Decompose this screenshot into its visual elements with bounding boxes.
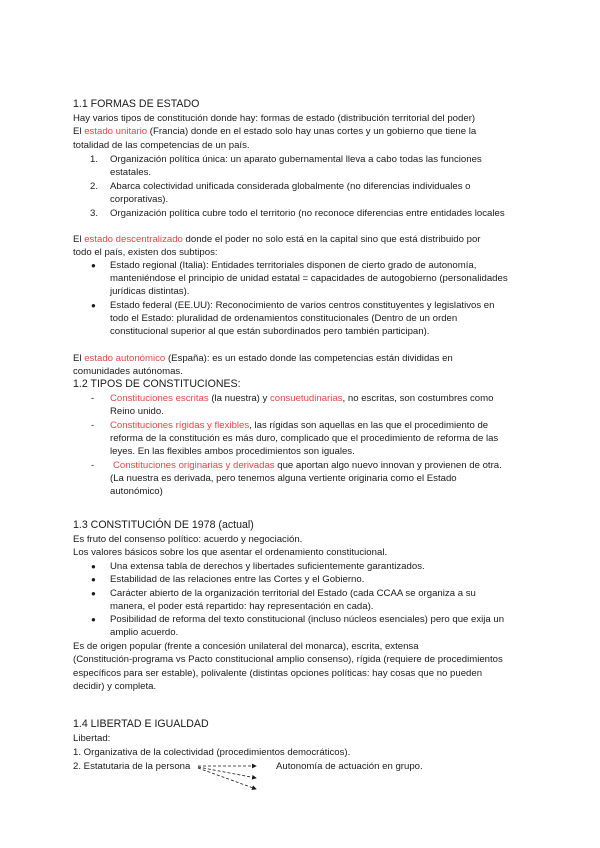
paragraph-descentralizado: El estado descentralizado donde el poder no solo está en la capital sino que está distribuido por (73, 234, 481, 245)
paragraph: decidir) y completa. (73, 681, 157, 692)
bullet-icon: ● (91, 562, 96, 571)
list-number: 1. (90, 154, 99, 165)
paragraph: Hay varios tipos de constitución donde hay: formas de estado (distribución territorial del poder) (73, 113, 476, 124)
term-estado-autonomico: estado autonómico (84, 353, 166, 364)
paragraph: Los valores básicos sobre los que asentar el ordenamiento constitucional. (73, 547, 388, 558)
list-item: jurídicas distintas). (110, 286, 190, 297)
paragraph: totalidad de las competencias de un país. (73, 140, 250, 151)
list-item: constitucional superior al que están subordinados pero también participan). (110, 326, 430, 337)
paragraph: Es fruto del consenso político: acuerdo y negociación. (73, 534, 303, 545)
list-item: autonómico) (110, 486, 163, 497)
list-item: (La nuestra es derivada, pero tenemos alguna vertiente originaria como el Estado (110, 473, 457, 484)
term-estado-unitario: estado unitario (84, 126, 148, 137)
bullet-icon: ● (91, 589, 96, 598)
list-item: leyes. En las flexibles ambos procedimientos son iguales. (110, 446, 355, 457)
list-item: Organización política única: un aparato gubernamental lleva a cabo todas las funciones (110, 154, 482, 165)
list-item: manera, el poder está repartido: hay representación en cada). (110, 601, 374, 612)
list-item: manteniéndose el principio de unidad estatal = capacidades de autogobierno (personalidades (110, 273, 508, 284)
list-item: corporativas). (110, 194, 169, 205)
list-item: Reino unido. (110, 406, 164, 417)
list-item: Una extensa tabla de derechos y libertades suficientemente garantizados. (110, 561, 425, 572)
arrow-label: Autonomía de actuación en grupo. (276, 761, 423, 772)
dash-icon: - (91, 393, 95, 404)
list-number: 2. (90, 181, 99, 192)
term-estado-descentralizado: estado descentralizado (84, 234, 183, 245)
list-item: Abarca colectividad unificada considerada globalmente (no diferencias individuales o (110, 181, 471, 192)
paragraph-unitario: El estado unitario (Francia) donde en el estado solo hay unas cortes y un gobierno que tiene la (73, 126, 477, 137)
paragraph: Es de origen popular (frente a concesión unilateral del monarca), escrita, extensa (73, 641, 419, 652)
list-item: Organización política cubre todo el territorio (no reconoce diferencias entre entidades locales (110, 208, 505, 219)
list-item: 2. Estatutaria de la persona (73, 761, 191, 772)
list-item: estatales. (110, 167, 152, 178)
bullet-icon: ● (91, 615, 96, 624)
list-item: Posibilidad de reforma del texto constitucional (incluso núcleos esenciales) pero que exija un (110, 614, 505, 625)
section-title-constitucion-1978: 1.3 CONSTITUCIÓN DE 1978 (actual) (73, 519, 254, 531)
paragraph: (Constitución-programa vs Pacto constitucional amplio consenso), rígida (requiere de procedimientos (73, 654, 503, 665)
arrows-icon (196, 760, 266, 794)
dash-icon: - (91, 460, 95, 471)
paragraph: todo el país, existen dos subtipos: (73, 247, 218, 258)
list-item: Carácter abierto de la organización territorial del Estado (cada CCAA se organiza a su (110, 588, 476, 599)
list-item: Constituciones rígidas y flexibles, las rígidas son aquellas en las que el procedimiento de (110, 420, 489, 431)
list-item: reforma de la constitución es más duro, complicado que el procedimiento de reforma de las (110, 433, 499, 444)
list-item: Constituciones escritas (la nuestra) y consuetudinarias, no escritas, son costumbres como (110, 393, 494, 404)
list-item: Estabilidad de las relaciones entre las Cortes y el Gobierno. (110, 574, 365, 585)
paragraph: Libertad: (73, 733, 111, 744)
paragraph-autonomico: El estado autonómico (España): es un estado donde las competencias están divididas en (73, 353, 453, 364)
section-title-libertad-igualdad: 1.4 LIBERTAD E IGUALDAD (73, 718, 209, 730)
dash-icon: - (91, 420, 95, 431)
paragraph: específicos para ser estable), polivalente (distintas opciones políticas: hay cosas que no pueden (73, 668, 483, 679)
list-item: todo el Estado: pluralidad de ordenamientos constitucionales (Dentro de un orden (110, 313, 458, 324)
section-title-formas-de-estado: 1.1 FORMAS DE ESTADO (73, 98, 200, 110)
list-item: Constituciones originarias y derivadas que aportan algo nuevo innovan y provienen de otra. (113, 460, 502, 471)
bullet-icon: ● (91, 261, 96, 270)
list-number: 3. (90, 208, 99, 219)
section-title-tipos-constituciones: 1.2 TIPOS DE CONSTITUCIONES: (73, 378, 241, 390)
list-item: Estado regional (Italia): Entidades territoriales disponen de cierto grado de autonomía, (110, 260, 477, 271)
paragraph: comunidades autónomas. (73, 366, 183, 377)
list-item: 1. Organizativa de la colectividad (procedimientos democráticos). (73, 747, 351, 758)
bullet-icon: ● (91, 575, 96, 584)
list-item: amplio acuerdo. (110, 627, 179, 638)
bullet-icon: ● (91, 301, 96, 310)
list-item: Estado federal (EE.UU): Reconocimiento de varios centros constituyentes y legislativos en (110, 300, 495, 311)
